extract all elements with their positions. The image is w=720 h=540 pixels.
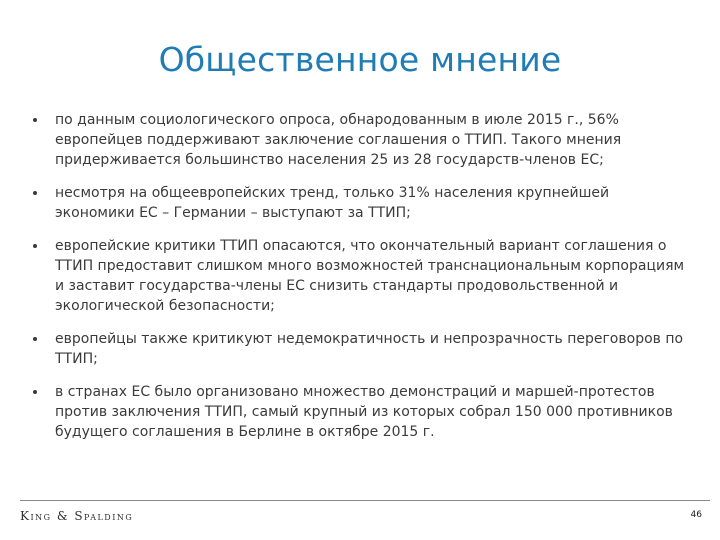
- company-logo: King & Spalding: [20, 509, 134, 523]
- bullet-dot-icon: [33, 191, 37, 195]
- bullet-dot-icon: [33, 118, 37, 122]
- bullet-text: несмотря на общеевропейских тренд, только 31% населения крупнейшей экономики ЕС – Германии – выступают за ТТИП;: [55, 185, 610, 221]
- bullet-dot-icon: [33, 244, 37, 248]
- bullet-text: по данным социологического опроса, обнародованным в июле 2015 г., 56% европейцев поддерживают заключение соглашения о ТТИП. Такого мнения придерживается большинство населения 25 из 28 государств-членов ЕС;: [55, 112, 622, 168]
- bullet-text: европейские критики ТТИП опасаются, что окончательный вариант соглашения о ТТИП предоставит слишком много возможностей транснациональным корпорациям и заставит государства-члены ЕС снизить стандарты продовольственной и экологической безопасности;: [55, 238, 685, 314]
- bullet-text: европейцы также критикуют недемократичность и непрозрачность переговоров по ТТИП;: [55, 331, 684, 367]
- bullet-item: [30, 236, 692, 316]
- bullet-text: в странах ЕС было организовано множество демонстраций и маршей-протестов против заключения ТТИП, самый крупный из которых собрал 150 000 противников будущего соглашения в Берлине в октябре 2015 г.: [55, 384, 673, 440]
- bullet-item: [30, 382, 692, 442]
- slide-title: Общественное мнение: [158, 40, 562, 79]
- bullet-dot-icon: [33, 390, 37, 394]
- page-number: 46: [690, 510, 702, 520]
- bullet-dot-icon: [33, 337, 37, 341]
- bullet-item: [30, 110, 692, 170]
- bullet-item: [30, 183, 692, 223]
- bullet-list: [30, 110, 692, 455]
- bullet-item: [30, 329, 692, 369]
- footer-divider: [20, 500, 710, 501]
